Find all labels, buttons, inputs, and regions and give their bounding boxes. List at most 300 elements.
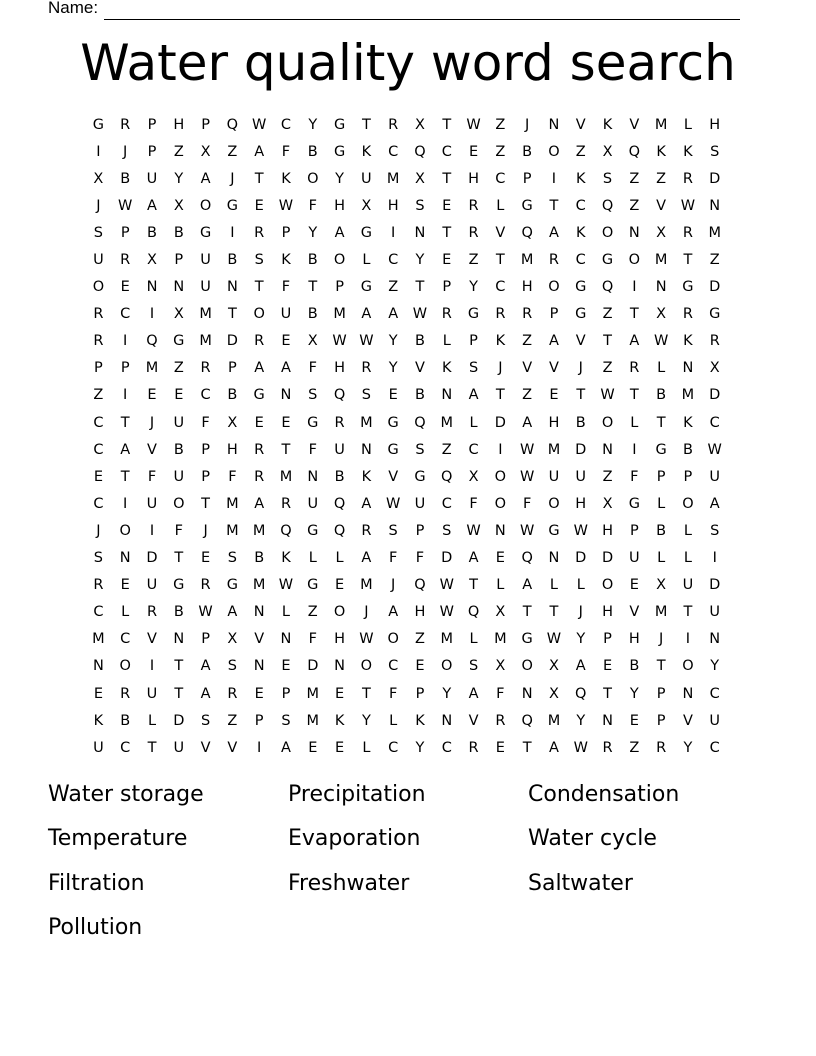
grid-letter: L bbox=[335, 550, 344, 567]
grid-letter: U bbox=[146, 685, 158, 702]
grid-letter: V bbox=[468, 712, 479, 729]
grid-letter: G bbox=[467, 306, 480, 323]
grid-letter: T bbox=[522, 604, 532, 621]
grid-letter: G bbox=[307, 414, 319, 431]
grid-letter: M bbox=[92, 631, 105, 648]
grid-letter: Y bbox=[308, 116, 318, 133]
grid-letter: T bbox=[308, 279, 318, 296]
grid-letter: E bbox=[281, 414, 291, 431]
grid-letter: X bbox=[414, 170, 425, 187]
grid-letter: P bbox=[147, 143, 157, 160]
grid-letter: R bbox=[548, 252, 559, 269]
grid-letter: F bbox=[281, 143, 291, 160]
grid-letter: U bbox=[334, 441, 345, 458]
grid-letter: J bbox=[149, 414, 155, 431]
grid-letter: A bbox=[200, 685, 211, 702]
grid-letter: F bbox=[388, 685, 398, 702]
grid-letter: E bbox=[174, 387, 184, 404]
grid-letter: S bbox=[710, 522, 720, 539]
grid-letter: Y bbox=[710, 658, 720, 675]
grid-letter: O bbox=[548, 143, 560, 160]
word-list-item: Filtration bbox=[48, 870, 145, 896]
grid-letter: V bbox=[682, 712, 693, 729]
grid-letter: M bbox=[547, 441, 561, 458]
grid-letter: U bbox=[93, 252, 104, 269]
grid-letter: Z bbox=[709, 252, 720, 269]
grid-letter: R bbox=[93, 306, 104, 323]
grid-letter: E bbox=[93, 468, 103, 485]
grid-letter: T bbox=[495, 252, 505, 269]
grid-letter: U bbox=[709, 468, 721, 485]
grid-letter: A bbox=[468, 550, 479, 567]
grid-letter: A bbox=[468, 685, 479, 702]
grid-letter: E bbox=[147, 387, 157, 404]
grid-letter: W bbox=[653, 333, 669, 350]
grid-letter: G bbox=[199, 224, 212, 241]
grid-letter: K bbox=[415, 712, 425, 729]
grid-letter: D bbox=[307, 658, 319, 675]
grid-letter: O bbox=[494, 495, 507, 512]
grid-letter: N bbox=[360, 441, 372, 458]
grid-letter: J bbox=[391, 577, 396, 594]
grid-letter: N bbox=[441, 387, 453, 404]
grid-letter: Z bbox=[227, 712, 238, 729]
grid-letter: G bbox=[226, 577, 238, 594]
grid-letter: R bbox=[120, 685, 131, 702]
grid-letter: C bbox=[388, 143, 399, 160]
grid-letter: O bbox=[360, 658, 373, 675]
grid-letter: K bbox=[281, 170, 291, 187]
grid-letter: M bbox=[279, 468, 293, 485]
grid-letter: N bbox=[655, 279, 667, 296]
grid-letter: W bbox=[546, 631, 562, 648]
grid-letter: R bbox=[682, 224, 693, 241]
grid-letter: K bbox=[495, 333, 506, 350]
grid-letter: O bbox=[494, 468, 507, 485]
grid-letter: U bbox=[548, 468, 560, 485]
grid-letter: A bbox=[361, 306, 372, 323]
grid-letter: L bbox=[308, 550, 317, 567]
grid-letter: O bbox=[441, 658, 453, 675]
grid-letter: U bbox=[146, 170, 158, 187]
grid-letter: L bbox=[657, 550, 666, 567]
grid-letter: X bbox=[361, 197, 372, 214]
grid-letter: Z bbox=[93, 387, 104, 404]
name-line[interactable] bbox=[104, 1, 740, 20]
grid-letter: O bbox=[253, 306, 265, 323]
grid-letter: A bbox=[629, 333, 640, 350]
grid-letter: S bbox=[308, 387, 318, 404]
grid-letter: A bbox=[575, 658, 586, 675]
grid-letter: F bbox=[630, 468, 639, 485]
grid-letter: C bbox=[495, 279, 506, 296]
grid-letter: D bbox=[575, 550, 587, 567]
grid-letter: O bbox=[387, 631, 399, 648]
grid-letter: Y bbox=[335, 170, 344, 187]
grid-letter: Q bbox=[467, 604, 480, 621]
grid-letter: X bbox=[468, 468, 479, 485]
grid-letter: U bbox=[200, 252, 211, 269]
grid-letter: J bbox=[123, 143, 128, 160]
grid-letter: N bbox=[334, 658, 345, 675]
grid-letter: D bbox=[575, 441, 587, 458]
grid-letter: K bbox=[683, 414, 693, 431]
grid-letter: M bbox=[386, 170, 400, 187]
grid-letter: D bbox=[709, 577, 721, 594]
grid-letter: U bbox=[173, 739, 185, 756]
grid-letter: M bbox=[440, 414, 454, 431]
grid-letter: W bbox=[118, 197, 133, 214]
grid-letter: S bbox=[468, 360, 479, 377]
grid-letter: I bbox=[712, 550, 717, 567]
grid-letter: Z bbox=[629, 197, 640, 214]
grid-letter: F bbox=[415, 550, 425, 567]
word-list-item: Temperature bbox=[48, 826, 188, 852]
word-list-item: Water cycle bbox=[528, 826, 657, 852]
grid-letter: Z bbox=[414, 631, 425, 648]
grid-letter: G bbox=[682, 279, 694, 296]
grid-letter: R bbox=[93, 333, 104, 350]
grid-letter: M bbox=[681, 387, 695, 404]
grid-letter: Q bbox=[414, 414, 426, 431]
grid-letter: R bbox=[254, 224, 265, 241]
grid-letter: L bbox=[362, 252, 371, 269]
grid-letter: O bbox=[199, 197, 212, 214]
grid-letter: J bbox=[578, 360, 583, 377]
grid-letter: F bbox=[281, 279, 291, 296]
grid-letter: F bbox=[496, 685, 505, 702]
grid-letter: H bbox=[521, 279, 533, 296]
grid-letter: E bbox=[93, 685, 103, 702]
grid-letter: E bbox=[629, 577, 639, 594]
grid-letter: D bbox=[441, 550, 453, 567]
grid-letter: R bbox=[227, 685, 238, 702]
grid-letter: B bbox=[307, 306, 318, 323]
grid-letter: Y bbox=[388, 333, 398, 350]
grid-letter: O bbox=[682, 658, 694, 675]
grid-letter: U bbox=[173, 414, 185, 431]
grid-letter: A bbox=[200, 170, 211, 187]
grid-letter: W bbox=[466, 116, 481, 133]
grid-letter: D bbox=[709, 387, 721, 404]
grid-letter: W bbox=[519, 441, 535, 458]
grid-letter: L bbox=[657, 360, 666, 377]
grid-letter: F bbox=[147, 468, 157, 485]
grid-letter: W bbox=[359, 631, 374, 648]
grid-letter: C bbox=[93, 414, 104, 431]
grid-letter: F bbox=[308, 631, 317, 648]
grid-letter: T bbox=[174, 658, 184, 675]
grid-letter: T bbox=[254, 279, 264, 296]
grid-letter: Z bbox=[388, 279, 399, 296]
grid-letter: M bbox=[708, 224, 721, 241]
grid-letter: Z bbox=[468, 252, 479, 269]
grid-letter: R bbox=[629, 360, 640, 377]
grid-letter: M bbox=[306, 685, 320, 702]
grid-letter: W bbox=[600, 387, 615, 404]
grid-letter: F bbox=[308, 441, 317, 458]
grid-letter: H bbox=[334, 197, 346, 214]
grid-letter: N bbox=[253, 604, 265, 621]
grid-letter: O bbox=[333, 604, 346, 621]
grid-letter: K bbox=[683, 143, 693, 160]
word-list-item: Saltwater bbox=[528, 870, 633, 896]
grid-letter: J bbox=[96, 522, 101, 539]
grid-letter: T bbox=[120, 414, 130, 431]
grid-letter: X bbox=[548, 658, 559, 675]
grid-letter: T bbox=[549, 197, 559, 214]
grid-letter: L bbox=[683, 116, 692, 133]
grid-letter: V bbox=[522, 360, 533, 377]
grid-letter: Y bbox=[683, 739, 693, 756]
grid-letter: W bbox=[439, 604, 454, 621]
grid-letter: H bbox=[173, 116, 185, 133]
grid-letter: G bbox=[307, 577, 319, 594]
name-field[interactable] bbox=[48, 0, 740, 20]
grid-letter: H bbox=[628, 631, 640, 648]
grid-letter: Z bbox=[575, 143, 586, 160]
grid-letter: P bbox=[415, 685, 425, 702]
grid-letter: W bbox=[519, 468, 535, 485]
grid-letter: P bbox=[415, 522, 425, 539]
grid-letter: A bbox=[361, 495, 372, 512]
grid-letter: E bbox=[495, 550, 505, 567]
grid-letter: V bbox=[254, 631, 265, 648]
grid-letter: E bbox=[388, 387, 398, 404]
grid-letter: H bbox=[226, 441, 238, 458]
grid-letter: K bbox=[334, 712, 345, 729]
grid-letter: W bbox=[198, 604, 213, 621]
grid-letter: C bbox=[280, 116, 292, 133]
grid-letter: H bbox=[575, 495, 587, 512]
grid-letter: U bbox=[414, 495, 426, 512]
grid-letter: S bbox=[442, 522, 452, 539]
grid-letter: A bbox=[388, 306, 399, 323]
grid-letter: V bbox=[388, 468, 399, 485]
grid-letter: X bbox=[495, 604, 506, 621]
grid-letter: S bbox=[281, 712, 291, 729]
grid-letter: N bbox=[280, 631, 292, 648]
grid-letter: T bbox=[442, 116, 452, 133]
grid-letter: B bbox=[120, 170, 131, 187]
grid-letter: A bbox=[548, 739, 559, 756]
grid-letter: Y bbox=[442, 685, 452, 702]
grid-letter: Q bbox=[575, 685, 587, 702]
grid-letter: G bbox=[575, 306, 587, 323]
grid-letter: K bbox=[602, 116, 613, 133]
grid-letter: P bbox=[120, 224, 130, 241]
word-list-item: Freshwater bbox=[288, 870, 410, 896]
grid-letter: Z bbox=[629, 170, 640, 187]
grid-letter: M bbox=[360, 414, 373, 431]
grid-letter: G bbox=[414, 468, 426, 485]
grid-letter: M bbox=[199, 333, 212, 350]
grid-letter: K bbox=[575, 170, 586, 187]
grid-letter: B bbox=[414, 387, 425, 404]
grid-letter: C bbox=[200, 387, 211, 404]
grid-letter: S bbox=[415, 197, 425, 214]
grid-letter: N bbox=[548, 550, 560, 567]
grid-letter: X bbox=[227, 414, 238, 431]
grid-letter: B bbox=[147, 224, 157, 241]
grid-letter: A bbox=[548, 224, 559, 241]
grid-letter: T bbox=[656, 658, 666, 675]
word-list bbox=[48, 775, 768, 952]
grid-letter: Z bbox=[522, 387, 533, 404]
grid-letter: I bbox=[149, 658, 155, 675]
grid-letter: G bbox=[360, 224, 372, 241]
grid-letter: T bbox=[120, 468, 130, 485]
grid-letter: Q bbox=[226, 116, 239, 133]
grid-letter: G bbox=[387, 441, 399, 458]
grid-letter: P bbox=[549, 306, 559, 323]
grid-letter: W bbox=[385, 495, 401, 512]
grid-letter: V bbox=[147, 631, 157, 648]
grid-letter: B bbox=[173, 224, 184, 241]
grid-letter: P bbox=[442, 279, 452, 296]
grid-letter: X bbox=[227, 631, 238, 648]
grid-letter: R bbox=[495, 306, 506, 323]
grid-letter: P bbox=[147, 116, 157, 133]
grid-letter: F bbox=[388, 550, 398, 567]
grid-letter: N bbox=[494, 522, 506, 539]
grid-letter: C bbox=[709, 414, 720, 431]
grid-letter: R bbox=[441, 306, 452, 323]
grid-letter: U bbox=[709, 604, 721, 621]
grid-letter: H bbox=[709, 116, 721, 133]
grid-letter: C bbox=[93, 604, 104, 621]
grid-letter: S bbox=[602, 170, 613, 187]
grid-letter: A bbox=[120, 441, 131, 458]
word-list-item: Precipitation bbox=[288, 782, 426, 807]
grid-letter: S bbox=[415, 441, 425, 458]
grid-letter: M bbox=[360, 577, 373, 594]
grid-letter: J bbox=[498, 360, 503, 377]
grid-letter: L bbox=[362, 739, 371, 756]
grid-letter: E bbox=[201, 550, 211, 567]
grid-letter: Z bbox=[495, 116, 506, 133]
grid-letter: J bbox=[578, 604, 583, 621]
grid-letter: P bbox=[656, 712, 666, 729]
grid-letter: E bbox=[629, 712, 639, 729]
grid-letter: L bbox=[683, 522, 692, 539]
grid-letter: J bbox=[96, 197, 101, 214]
grid-letter: T bbox=[415, 279, 425, 296]
grid-letter: K bbox=[656, 143, 666, 160]
grid-letter: Z bbox=[173, 360, 184, 377]
grid-letter: T bbox=[576, 387, 586, 404]
grid-letter: M bbox=[226, 495, 239, 512]
grid-letter: Q bbox=[146, 333, 158, 350]
grid-letter: N bbox=[682, 360, 694, 377]
grid-letter: F bbox=[308, 360, 317, 377]
grid-letter: R bbox=[254, 441, 265, 458]
grid-letter: C bbox=[120, 631, 131, 648]
grid-letter: L bbox=[657, 495, 666, 512]
grid-letter: P bbox=[522, 170, 532, 187]
grid-letter: J bbox=[525, 116, 530, 133]
grid-letter: T bbox=[147, 739, 157, 756]
grid-letter: G bbox=[521, 631, 533, 648]
grid-letter: L bbox=[147, 712, 157, 729]
grid-letter: H bbox=[602, 604, 613, 621]
grid-letter: O bbox=[548, 279, 560, 296]
grid-letter: E bbox=[281, 658, 291, 675]
grid-letter: B bbox=[307, 252, 318, 269]
grid-letter: Q bbox=[333, 495, 346, 512]
grid-letter: G bbox=[628, 495, 640, 512]
grid-letter: N bbox=[173, 631, 185, 648]
grid-letter: U bbox=[682, 577, 694, 594]
grid-letter: B bbox=[656, 522, 667, 539]
grid-letter: U bbox=[93, 739, 104, 756]
grid-letter: C bbox=[575, 252, 586, 269]
grid-letter: B bbox=[682, 441, 693, 458]
grid-letter: S bbox=[227, 550, 237, 567]
grid-letter: K bbox=[361, 468, 372, 485]
grid-letter: A bbox=[334, 224, 345, 241]
word-list-item: Condensation bbox=[528, 782, 680, 807]
grid-letter: Y bbox=[388, 360, 398, 377]
grid-letter: N bbox=[414, 224, 426, 241]
grid-letter: V bbox=[575, 116, 586, 133]
grid-letter: X bbox=[548, 685, 559, 702]
grid-letter: W bbox=[412, 306, 428, 323]
grid-letter: G bbox=[307, 522, 319, 539]
grid-letter: S bbox=[361, 387, 371, 404]
grid-letter: T bbox=[603, 685, 612, 702]
grid-letter: Q bbox=[414, 143, 426, 160]
grid-letter: D bbox=[146, 550, 158, 567]
grid-letter: V bbox=[656, 197, 667, 214]
grid-letter: V bbox=[495, 224, 506, 241]
grid-letter: L bbox=[496, 577, 505, 594]
grid-letter: E bbox=[468, 143, 479, 160]
grid-letter: M bbox=[654, 116, 668, 133]
grid-letter: R bbox=[120, 116, 131, 133]
grid-letter: B bbox=[414, 333, 425, 350]
grid-letter: Q bbox=[333, 387, 346, 404]
grid-letter: P bbox=[683, 468, 693, 485]
grid-letter: M bbox=[654, 604, 668, 621]
grid-letter: D bbox=[709, 170, 721, 187]
grid-letter: Z bbox=[307, 604, 318, 621]
grid-letter: X bbox=[200, 143, 211, 160]
grid-letter: L bbox=[630, 414, 639, 431]
grid-letter: W bbox=[680, 197, 696, 214]
grid-letter: P bbox=[120, 360, 130, 377]
grid-letter: T bbox=[629, 306, 639, 323]
grid-letter: Y bbox=[576, 631, 586, 648]
grid-letter: A bbox=[388, 604, 399, 621]
grid-letter: P bbox=[201, 441, 210, 458]
grid-letter: G bbox=[360, 279, 372, 296]
grid-letter: V bbox=[147, 441, 157, 458]
grid-letter: R bbox=[522, 306, 533, 323]
grid-letter: I bbox=[632, 441, 637, 458]
grid-letter: X bbox=[307, 333, 318, 350]
grid-letter: R bbox=[468, 224, 479, 241]
grid-letter: U bbox=[280, 306, 292, 323]
grid-letter: S bbox=[254, 252, 264, 269]
grid-letter: Q bbox=[521, 224, 533, 241]
grid-letter: W bbox=[519, 522, 535, 539]
grid-letter: E bbox=[120, 577, 130, 594]
grid-letter: J bbox=[364, 604, 369, 621]
grid-letter: U bbox=[575, 468, 587, 485]
grid-letter: O bbox=[119, 522, 131, 539]
grid-letter: R bbox=[468, 197, 479, 214]
